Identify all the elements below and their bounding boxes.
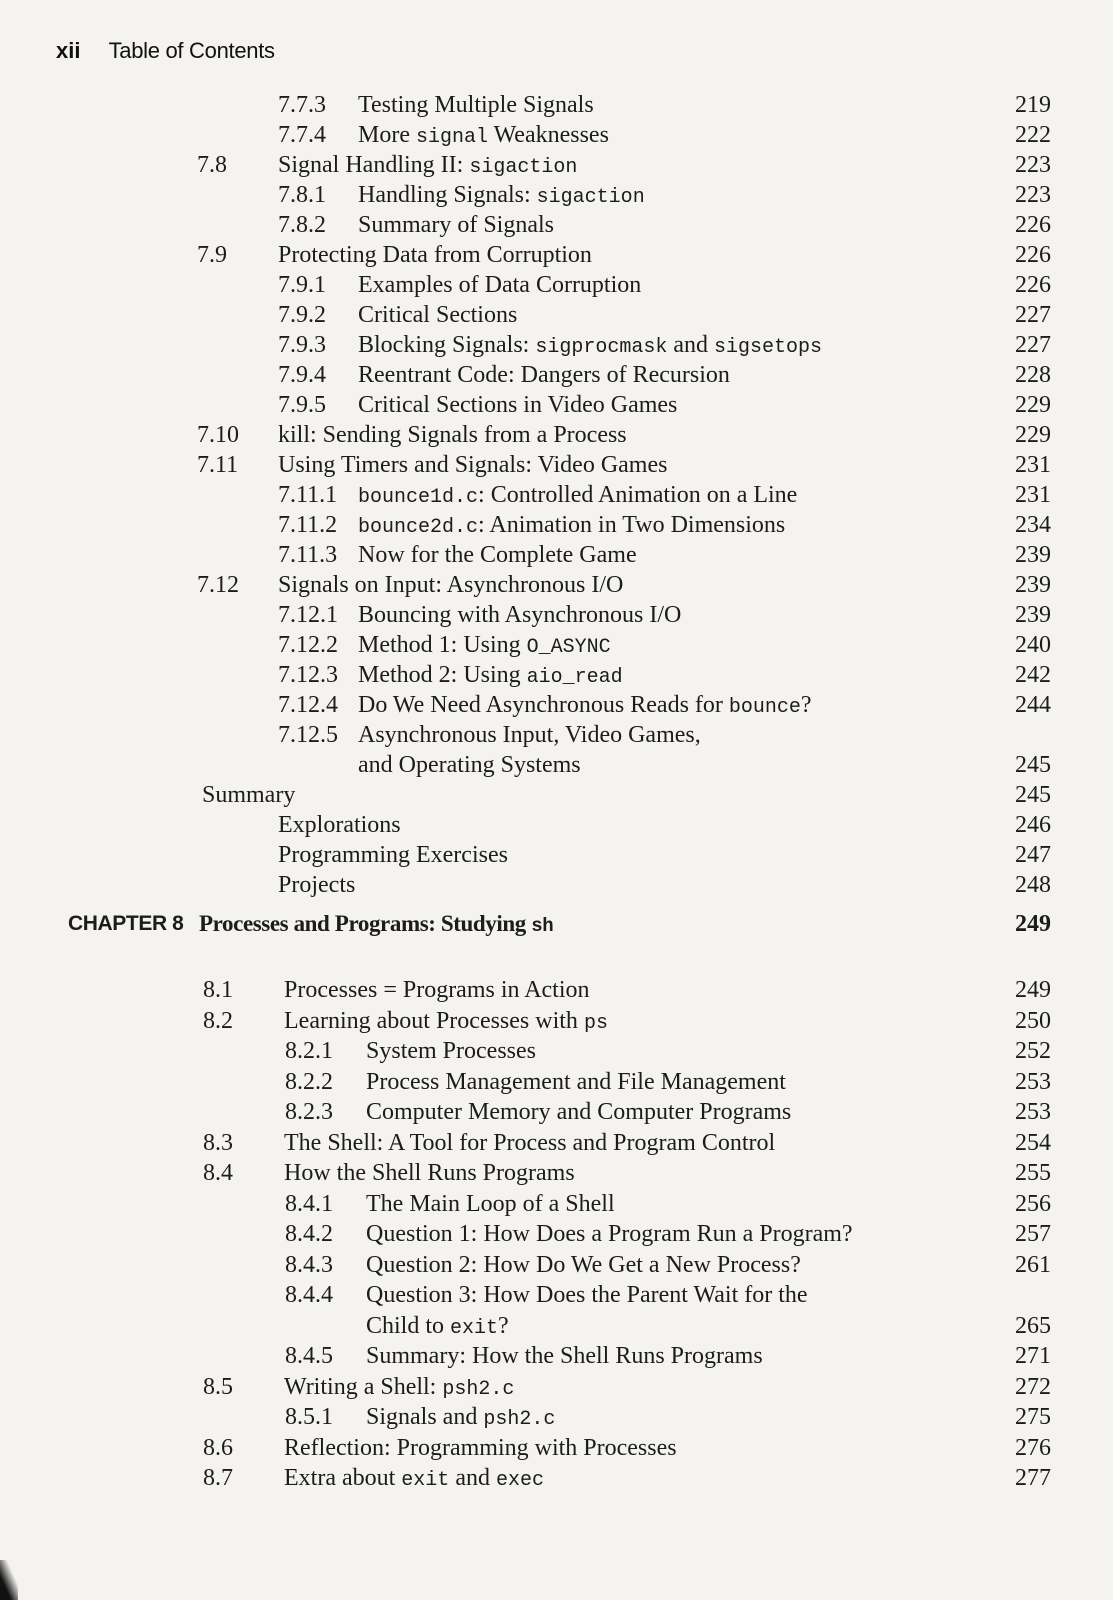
toc-entry (0, 1158, 1113, 1188)
section-title: and Operating Systems (358, 752, 581, 778)
section-title: Now for the Complete Game (358, 542, 637, 568)
page-ref: 245 (1015, 752, 1051, 778)
section-title: More signal Weaknesses (358, 122, 609, 149)
section-title: Method 1: Using O_ASYNC (358, 632, 611, 659)
section-title: Summary: How the Shell Runs Programs (366, 1343, 763, 1369)
section-number: 7.9.1 (278, 272, 326, 298)
toc-entry (0, 1463, 1113, 1493)
section-number: 7.9.3 (278, 332, 326, 358)
section-title: Programming Exercises (278, 842, 508, 868)
toc-entry (0, 150, 1113, 180)
section-number: 7.7.3 (278, 92, 326, 118)
section-title: Asynchronous Input, Video Games, (358, 722, 701, 748)
section-number: 7.8.1 (278, 182, 326, 208)
page-ref: 253 (1015, 1099, 1051, 1125)
toc-entry (0, 750, 1113, 780)
chapter-label: CHAPTER 8 (68, 912, 184, 935)
section-number: 8.3 (203, 1129, 233, 1156)
toc-entry (0, 510, 1113, 540)
section-number: 7.12.1 (278, 602, 338, 628)
page-ref: 245 (1015, 782, 1051, 808)
section-title: Child to exit? (366, 1312, 509, 1340)
page-ref: 275 (1015, 1404, 1051, 1430)
section-number: 7.11 (197, 452, 239, 478)
toc-entry (0, 480, 1113, 510)
section-number: 8.5.1 (285, 1404, 333, 1430)
section-number: 7.8 (197, 152, 227, 178)
section-number: 8.6 (203, 1434, 233, 1461)
section-number: 8.4.2 (285, 1221, 333, 1247)
page-ref: 231 (1015, 452, 1051, 478)
section-number: 7.9.5 (278, 392, 326, 418)
section-number: 8.4.4 (285, 1282, 333, 1308)
section-number: 7.11.3 (278, 542, 338, 568)
page-ref: 255 (1015, 1160, 1051, 1186)
section-title: Method 2: Using aio_read (358, 662, 623, 689)
toc-entry (0, 1189, 1113, 1219)
section-number: 8.5 (203, 1373, 233, 1400)
page-ref: 228 (1015, 362, 1051, 388)
page-ref: 223 (1015, 152, 1051, 178)
section-title: Do We Need Asynchronous Reads for bounce? (358, 692, 812, 719)
page-ref: 227 (1015, 332, 1051, 358)
page-ref: 265 (1015, 1312, 1051, 1339)
toc-entry (0, 210, 1113, 240)
page-ref: 257 (1015, 1221, 1051, 1247)
page-ref: 272 (1015, 1373, 1051, 1400)
section-title: Learning about Processes with ps (284, 1007, 608, 1035)
toc-entry (0, 420, 1113, 450)
toc-entry (0, 600, 1113, 630)
section-title: Question 3: How Does the Parent Wait for the (366, 1282, 808, 1308)
toc-entry (0, 1372, 1113, 1402)
toc-entry (0, 1006, 1113, 1036)
section-title: Writing a Shell: psh2.c (284, 1373, 515, 1401)
section-title: Blocking Signals: sigprocmask and sigsetops (358, 332, 823, 359)
section-number: 8.2.2 (285, 1068, 333, 1095)
running-header (56, 38, 275, 64)
section-number: 7.11.1 (278, 482, 338, 508)
page-ref: 253 (1015, 1068, 1051, 1095)
page-ref: 229 (1015, 422, 1051, 448)
toc-entry (0, 1250, 1113, 1280)
page-ref: 219 (1015, 92, 1051, 118)
section-number: 8.4.1 (285, 1190, 333, 1217)
toc-entry (0, 1219, 1113, 1249)
section-number: 8.4 (203, 1160, 233, 1186)
toc-entry (0, 330, 1113, 360)
page-ref: 226 (1015, 272, 1051, 298)
section-title: Processes = Programs in Action (284, 977, 590, 1003)
section-number: 7.8.2 (278, 212, 326, 238)
toc-entry (0, 690, 1113, 720)
toc-entry (0, 1036, 1113, 1066)
page-ref: 239 (1015, 602, 1051, 628)
toc-entry (0, 975, 1113, 1005)
running-title: Table of Contents (108, 38, 275, 63)
toc-entry (0, 1341, 1113, 1371)
section-title: Question 2: How Do We Get a New Process? (366, 1251, 801, 1278)
section-number: 7.9.2 (278, 302, 326, 328)
section-title: Summary (202, 782, 296, 808)
page-ref: 239 (1015, 542, 1051, 568)
page-ref: 252 (1015, 1038, 1051, 1064)
section-title: Summary of Signals (358, 212, 554, 238)
section-number: 8.7 (203, 1465, 233, 1491)
toc-entry (0, 1433, 1113, 1463)
page-ref: 246 (1015, 812, 1051, 838)
page-ref: 249 (1015, 977, 1051, 1003)
section-title: Signals and psh2.c (366, 1404, 556, 1431)
section-title: Process Management and File Management (366, 1068, 786, 1095)
section-title: Using Timers and Signals: Video Games (278, 452, 668, 478)
section-number: 7.12.5 (278, 722, 338, 748)
section-title: Examples of Data Corruption (358, 272, 642, 298)
page-ref: 231 (1015, 482, 1051, 508)
section-number: 7.12 (197, 572, 239, 598)
page-ref: 222 (1015, 122, 1051, 148)
toc-entry (0, 360, 1113, 390)
chapter-heading (0, 909, 1113, 939)
toc-entry (0, 720, 1113, 750)
section-title: Critical Sections in Video Games (358, 392, 678, 418)
section-number: 7.7.4 (278, 122, 326, 148)
page-ref: 250 (1015, 1007, 1051, 1034)
toc-entry (0, 540, 1113, 570)
section-title: Signals on Input: Asynchronous I/O (278, 572, 624, 598)
section-title: Reflection: Programming with Processes (284, 1434, 677, 1461)
section-title: bounce1d.c: Controlled Animation on a Line (358, 482, 798, 509)
section-number: 7.11.2 (278, 512, 338, 538)
section-title: Bouncing with Asynchronous I/O (358, 602, 682, 628)
page-ref: 276 (1015, 1434, 1051, 1461)
page-ref: 223 (1015, 182, 1051, 208)
toc-entry (0, 450, 1113, 480)
section-number: 7.9.4 (278, 362, 326, 388)
page-ref: 234 (1015, 512, 1051, 538)
section-title: Testing Multiple Signals (358, 92, 594, 118)
page-ref: 226 (1015, 242, 1051, 268)
toc-entry (0, 300, 1113, 330)
section-number: 7.12.3 (278, 662, 338, 688)
page-ref: 242 (1015, 662, 1051, 688)
toc-entry (0, 1280, 1113, 1310)
chapter-page: 249 (1015, 911, 1051, 937)
section-number: 7.12.4 (278, 692, 338, 718)
section-number: 8.4.3 (285, 1251, 333, 1278)
page-number: xii (56, 38, 81, 63)
page-corner-shadow (0, 1560, 18, 1600)
section-number: 7.12.2 (278, 632, 338, 658)
section-number: 8.2.3 (285, 1099, 333, 1125)
section-title: The Main Loop of a Shell (366, 1190, 615, 1217)
page-ref: 240 (1015, 632, 1051, 658)
section-title: Critical Sections (358, 302, 518, 328)
section-title: kill: Sending Signals from a Process (278, 422, 627, 448)
chapter-title: Processes and Programs: Studying sh (199, 911, 554, 937)
section-title: Computer Memory and Computer Programs (366, 1099, 792, 1125)
section-number: 7.9 (197, 242, 227, 268)
section-number: 8.2 (203, 1007, 233, 1034)
section-title: The Shell: A Tool for Process and Program Control (284, 1129, 776, 1156)
toc-entry (0, 1402, 1113, 1432)
page-ref: 271 (1015, 1343, 1051, 1369)
toc-entry (0, 630, 1113, 660)
section-title: Projects (278, 872, 356, 898)
toc-entry (0, 1097, 1113, 1127)
page-ref: 248 (1015, 872, 1051, 898)
section-title: Signal Handling II: sigaction (278, 152, 578, 179)
section-title: Explorations (278, 812, 401, 838)
page-ref: 247 (1015, 842, 1051, 868)
toc-entry (0, 180, 1113, 210)
toc-entry (0, 810, 1113, 840)
toc-entry (0, 870, 1113, 900)
toc-entry (0, 90, 1113, 120)
page-ref: 244 (1015, 692, 1051, 718)
page-ref: 256 (1015, 1190, 1051, 1217)
toc-entry (0, 120, 1113, 150)
toc-entry (0, 270, 1113, 300)
section-title: Protecting Data from Corruption (278, 242, 592, 268)
section-number: 8.2.1 (285, 1038, 333, 1064)
section-number: 8.1 (203, 977, 233, 1003)
section-title: Question 1: How Does a Program Run a Program? (366, 1221, 853, 1247)
toc-entry (0, 240, 1113, 270)
toc-entry (0, 570, 1113, 600)
toc-entry (0, 390, 1113, 420)
toc-entry (0, 1311, 1113, 1341)
section-title: Reentrant Code: Dangers of Recursion (358, 362, 730, 388)
toc-entry (0, 1067, 1113, 1097)
section-title: How the Shell Runs Programs (284, 1160, 575, 1186)
toc-entry (0, 1128, 1113, 1158)
section-title: bounce2d.c: Animation in Two Dimensions (358, 512, 786, 539)
page-ref: 239 (1015, 572, 1051, 598)
toc-entry (0, 660, 1113, 690)
section-number: 8.4.5 (285, 1343, 333, 1369)
page-ref: 277 (1015, 1465, 1051, 1491)
toc-entry (0, 780, 1113, 810)
page-ref: 226 (1015, 212, 1051, 238)
page-ref: 227 (1015, 302, 1051, 328)
toc-entry (0, 840, 1113, 870)
page-ref: 261 (1015, 1251, 1051, 1278)
section-number: 7.10 (197, 422, 239, 448)
page-ref: 229 (1015, 392, 1051, 418)
section-title: Handling Signals: sigaction (358, 182, 645, 209)
page-ref: 254 (1015, 1129, 1051, 1156)
section-title: Extra about exit and exec (284, 1465, 544, 1492)
section-title: System Processes (366, 1038, 536, 1064)
